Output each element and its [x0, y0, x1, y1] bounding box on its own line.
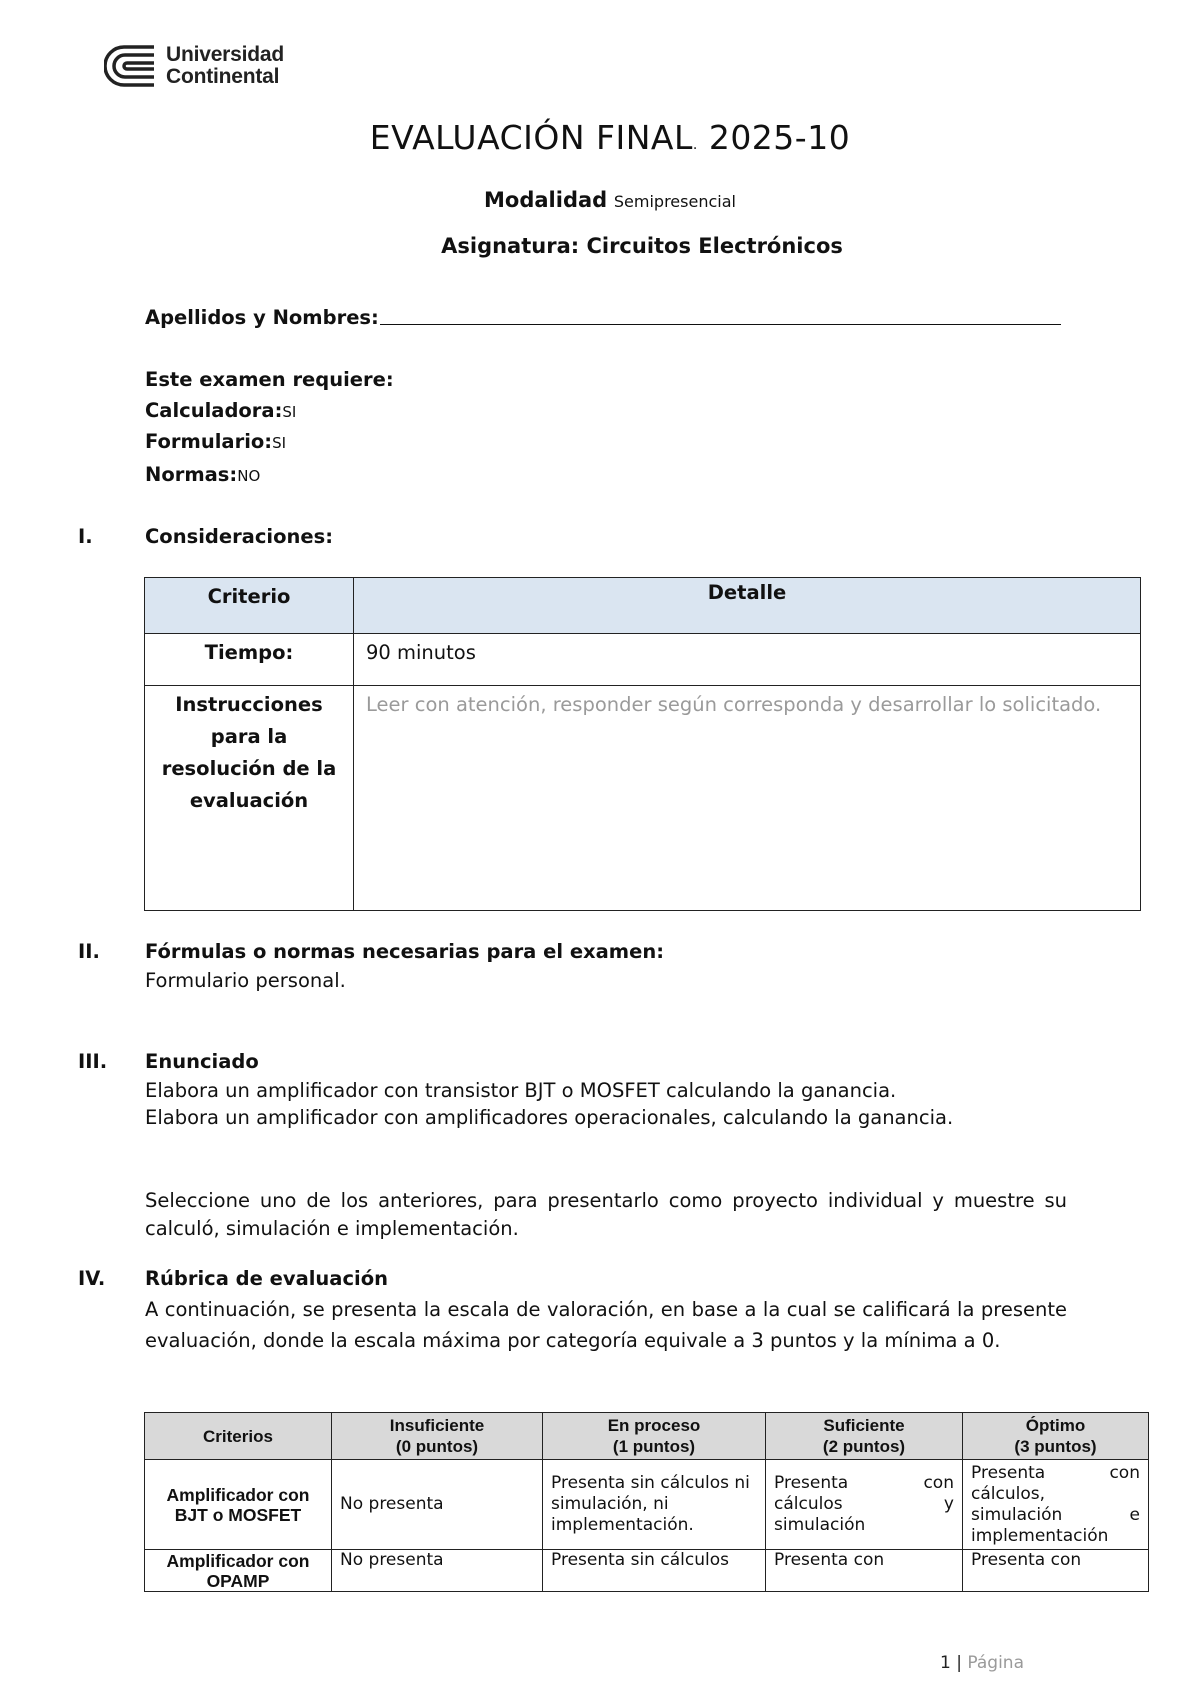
- requirements-heading: Este examen requiere:: [145, 368, 394, 391]
- header-detalle: Detalle: [354, 578, 1141, 634]
- rubric-row1-criterio: Amplificador con BJT o MOSFET: [145, 1460, 332, 1550]
- rubric-row1-insuficiente: No presenta: [332, 1460, 543, 1550]
- formulario-line: Formulario:SI: [145, 430, 287, 453]
- rubric-row1-optimo: Presenta con cálculos, simulación e implementación: [963, 1460, 1149, 1550]
- rubric-row2-suficiente: Presenta con: [766, 1550, 963, 1592]
- section-3-title: Enunciado: [145, 1050, 259, 1073]
- modalidad-line: Modalidad Semipresencial: [484, 188, 736, 212]
- page-number: 1: [940, 1653, 951, 1673]
- rubric-row2-en-proceso: Presenta sin cálculos: [543, 1550, 766, 1592]
- page-footer: [940, 1653, 1024, 1673]
- rubric-header-en-proceso: En proceso (1 puntos): [543, 1413, 766, 1460]
- rubric-row1-en-proceso: Presenta sin cálculos ni simulación, ni implementación.: [543, 1460, 766, 1550]
- page-title: EVALUACIÓN FINAL. 2025-10: [369, 118, 851, 157]
- rubric-header-insuficiente: Insuficiente (0 puntos): [332, 1413, 543, 1460]
- rubric-header-criterios: Criterios: [145, 1413, 332, 1460]
- section-4-title: Rúbrica de evaluación: [145, 1267, 388, 1290]
- rubric-header-row: [145, 1413, 1149, 1460]
- header-criterio: Criterio: [145, 578, 354, 634]
- table-row: [145, 1550, 1149, 1592]
- rubric-header-suficiente: Suficiente (2 puntos): [766, 1413, 963, 1460]
- logo-mark-icon: [104, 44, 160, 88]
- university-logo: [104, 44, 304, 90]
- table-row: [145, 686, 1141, 911]
- rubric-row2-optimo: Presenta con: [963, 1550, 1149, 1592]
- normas-line: Normas:NO: [145, 463, 261, 486]
- page-label: Página: [967, 1653, 1024, 1673]
- rubric-header-optimo: Óptimo (3 puntos): [963, 1413, 1149, 1460]
- rubric-row2-insuficiente: No presenta: [332, 1550, 543, 1592]
- calculadora-line: Calculadora:SI: [145, 399, 297, 422]
- table-header-row: [145, 578, 1141, 634]
- table-row: [145, 1460, 1149, 1550]
- section-1-title: Consideraciones:: [145, 525, 333, 548]
- table-row: [145, 634, 1141, 686]
- section-3-number: III.: [78, 1050, 108, 1073]
- rubric-row1-suficiente: Presenta con cálculos y simulación: [766, 1460, 963, 1550]
- considerations-table: [144, 577, 1141, 911]
- section-2-body: Formulario personal.: [145, 969, 346, 992]
- tiempo-label: Tiempo:: [145, 634, 354, 686]
- section-1-number: I.: [78, 525, 93, 548]
- section-3-paragraph-2: Elabora un amplificador con amplificadores operacionales, calculando la ganancia.: [145, 1106, 954, 1129]
- instrucciones-value: Leer con atención, responder según corresponda y desarrollar lo solicitado.: [354, 686, 1141, 911]
- section-2-number: II.: [78, 940, 100, 963]
- tiempo-value: 90 minutos: [354, 634, 1141, 686]
- rubric-row2-criterio: Amplificador con OPAMP: [145, 1550, 332, 1592]
- section-2-title: Fórmulas o normas necesarias para el examen:: [145, 940, 665, 963]
- section-4-number: IV.: [78, 1267, 106, 1290]
- apellidos-label: Apellidos y Nombres:: [145, 306, 379, 329]
- apellidos-blank-line: [380, 324, 1061, 325]
- asignatura-line: Asignatura: Circuitos Electrónicos: [441, 234, 843, 258]
- footer-separator: |: [956, 1653, 962, 1673]
- section-3-paragraph-1: Elabora un amplificador con transistor BJT o MOSFET calculando la ganancia.: [145, 1079, 897, 1102]
- instrucciones-label: Instrucciones para la resolución de la evaluación: [145, 686, 354, 911]
- section-4-body: A continuación, se presenta la escala de valoración, en base a la cual se calificará la presente evaluación, donde la escala máxima por categoría equivale a 3 puntos y la mínima a 0.: [145, 1298, 1067, 1352]
- section-3-paragraph-3: Seleccione uno de los anteriores, para presentarlo como proyecto individual y muestre su calculó, simulación e implementación.: [145, 1189, 1067, 1240]
- rubric-table: [144, 1412, 1149, 1592]
- logo-wordmark: Universidad Continental: [166, 43, 285, 88]
